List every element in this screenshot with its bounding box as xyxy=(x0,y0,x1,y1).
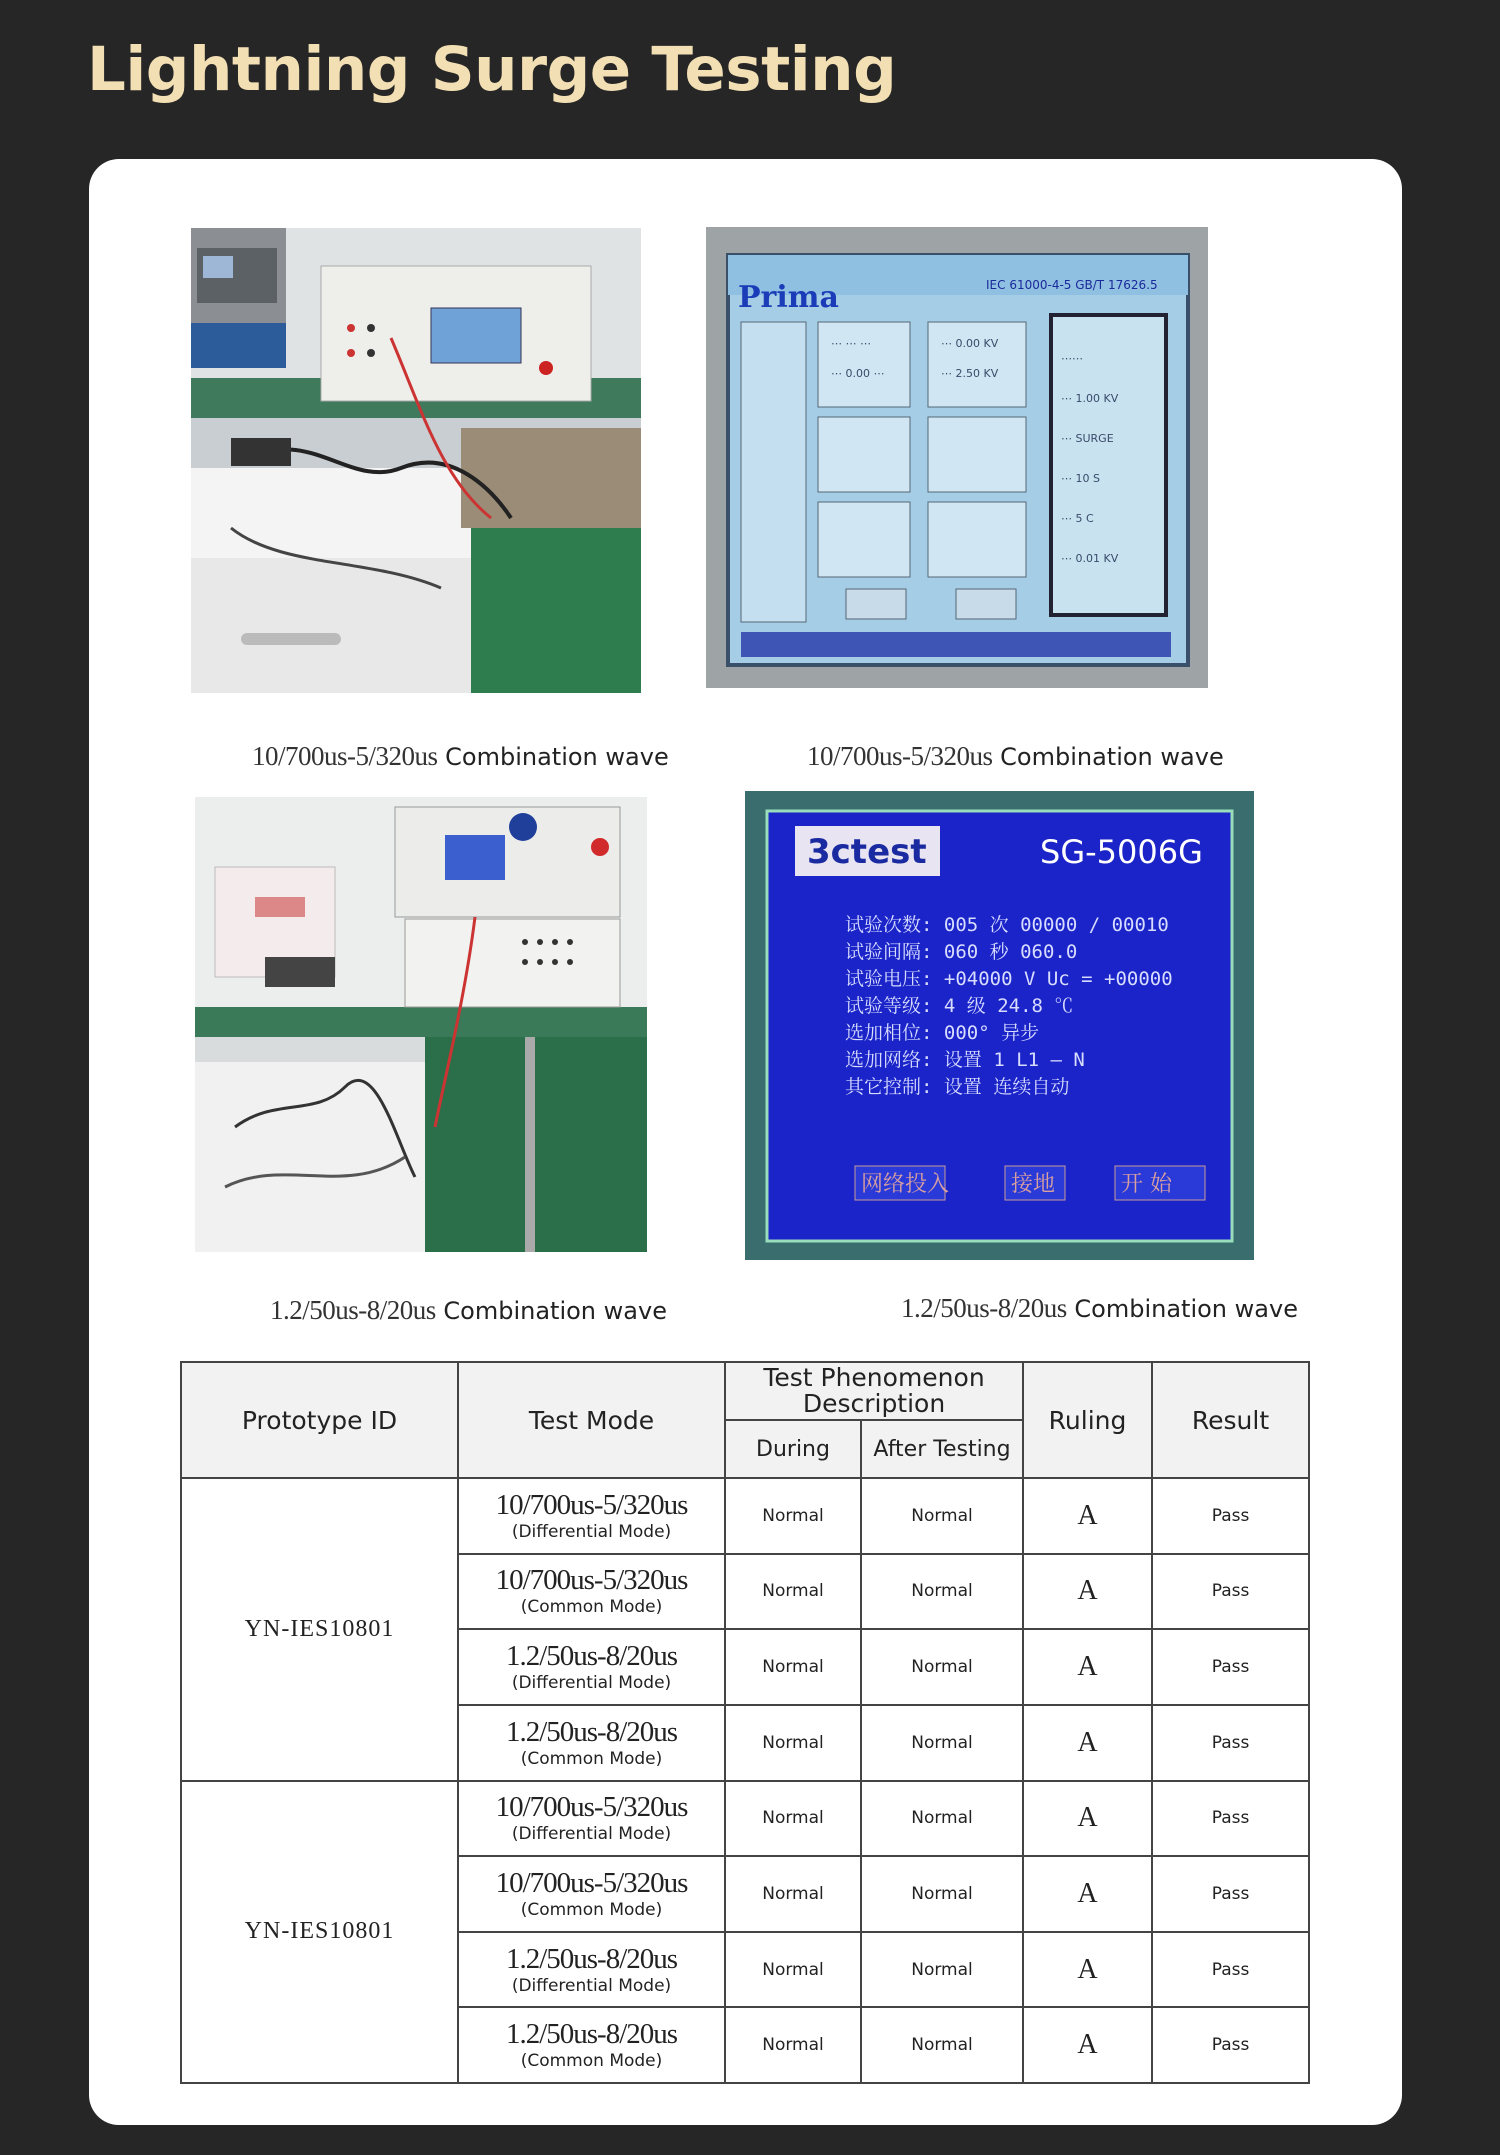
test-mode-type: (Differential Mode) xyxy=(511,1824,672,1845)
test-mode-cell xyxy=(458,1781,725,1857)
page-title: Lightning Surge Testing xyxy=(87,34,897,105)
result-cell: Pass xyxy=(1152,1856,1309,1932)
test-mode-wave: 1.2/50us-8/20us xyxy=(505,1942,678,1975)
prima-screen-image xyxy=(706,227,1208,688)
caption-4-code: 1.2/50us-8/20us xyxy=(901,1293,1067,1323)
ruling-cell: A xyxy=(1023,1478,1152,1554)
after-testing-cell: Normal xyxy=(861,1932,1023,2008)
test-mode-wave: 10/700us-5/320us xyxy=(495,1488,688,1521)
3ctest-model: SG-5006G xyxy=(1040,833,1203,871)
results-table xyxy=(180,1361,1310,2084)
caption-3-text: Combination wave xyxy=(443,1297,667,1325)
caption-1 xyxy=(252,741,669,772)
test-mode-wave: 10/700us-5/320us xyxy=(495,1564,688,1597)
header-after-testing: After Testing xyxy=(861,1420,1023,1478)
ruling-cell: A xyxy=(1023,1856,1152,1932)
caption-2-code: 10/700us-5/320us xyxy=(807,741,993,771)
ruling-cell: A xyxy=(1023,1629,1152,1705)
after-testing-cell: Normal xyxy=(861,1629,1023,1705)
screen-line: 其它控制: 设置 连续自动 xyxy=(845,1076,1070,1098)
photo-prima-screen xyxy=(706,227,1208,688)
test-mode-cell xyxy=(458,1629,725,1705)
lab-setup-2-image xyxy=(195,797,647,1252)
ruling-cell: A xyxy=(1023,1781,1152,1857)
after-testing-cell: Normal xyxy=(861,1478,1023,1554)
test-mode-cell xyxy=(458,2007,725,2083)
header-ruling: Ruling xyxy=(1023,1362,1152,1478)
test-mode-wave: 10/700us-5/320us xyxy=(495,1866,688,1899)
after-testing-cell: Normal xyxy=(861,1705,1023,1781)
test-mode-wave: 1.2/50us-8/20us xyxy=(505,1640,678,1673)
ruling-cell: A xyxy=(1023,1554,1152,1630)
test-mode-cell xyxy=(458,1856,725,1932)
test-mode-type: (Differential Mode) xyxy=(511,1521,672,1542)
svg-text:⋯ 0.01 KV: ⋯ 0.01 KV xyxy=(1061,552,1119,565)
screen-button-label: 开 始 xyxy=(1121,1172,1172,1197)
screen-button-label: 网络投入 xyxy=(861,1172,950,1197)
result-cell: Pass xyxy=(1152,1629,1309,1705)
screen-line: 试验次数: 005 次 00000 / 00010 xyxy=(845,914,1169,936)
result-cell: Pass xyxy=(1152,1478,1309,1554)
caption-1-text: Combination wave xyxy=(445,743,669,771)
header-test-mode: Test Mode xyxy=(458,1362,725,1478)
screen-line: 试验等级: 4 级 24.8 ℃ xyxy=(845,995,1074,1017)
caption-2-text: Combination wave xyxy=(1000,743,1224,771)
svg-text:⋯⋯: ⋯⋯ xyxy=(1061,352,1083,365)
test-mode-cell xyxy=(458,1932,725,2008)
ruling-cell: A xyxy=(1023,2007,1152,2083)
after-testing-cell: Normal xyxy=(861,2007,1023,2083)
result-cell: Pass xyxy=(1152,1554,1309,1630)
test-mode-wave: 1.2/50us-8/20us xyxy=(505,1715,678,1748)
result-cell: Pass xyxy=(1152,1705,1309,1781)
svg-text:⋯ 0.00 ⋯: ⋯ 0.00 ⋯ xyxy=(831,367,885,380)
after-testing-cell: Normal xyxy=(861,1554,1023,1630)
svg-text:⋯ SURGE: ⋯ SURGE xyxy=(1061,432,1114,445)
table-row xyxy=(181,1781,1309,1857)
header-result: Result xyxy=(1152,1362,1309,1478)
test-mode-cell xyxy=(458,1554,725,1630)
caption-4 xyxy=(901,1293,1298,1324)
prototype-id-cell: YN-IES10801 xyxy=(181,1478,458,1781)
screen-line: 选加网络: 设置 1 L1 — N xyxy=(845,1049,1085,1071)
result-cell: Pass xyxy=(1152,2007,1309,2083)
svg-text:⋯ 1.00 KV: ⋯ 1.00 KV xyxy=(1061,392,1119,405)
prima-model: IEC 61000-4-5 GB/T 17626.5 xyxy=(986,278,1158,292)
svg-text:⋯ 0.00 KV: ⋯ 0.00 KV xyxy=(941,337,999,350)
screen-line: 选加相位: 000° 异步 xyxy=(845,1022,1040,1044)
test-mode-type: (Differential Mode) xyxy=(511,1673,672,1694)
during-cell: Normal xyxy=(725,1856,861,1932)
during-cell: Normal xyxy=(725,1932,861,2008)
header-during: During xyxy=(725,1420,861,1478)
lab-setup-1-image xyxy=(191,228,641,693)
test-mode-type: (Common Mode) xyxy=(520,1597,663,1618)
3ctest-screen-image xyxy=(745,791,1254,1260)
caption-2 xyxy=(807,741,1224,772)
result-cell: Pass xyxy=(1152,1932,1309,2008)
svg-text:⋯ ⋯ ⋯: ⋯ ⋯ ⋯ xyxy=(831,337,871,350)
test-mode-type: (Differential Mode) xyxy=(511,1975,672,1996)
during-cell: Normal xyxy=(725,1705,861,1781)
test-mode-wave: 1.2/50us-8/20us xyxy=(505,2018,678,2051)
during-cell: Normal xyxy=(725,1781,861,1857)
caption-4-text: Combination wave xyxy=(1074,1295,1298,1323)
after-testing-cell: Normal xyxy=(861,1781,1023,1857)
header-prototype-id: Prototype ID xyxy=(181,1362,458,1478)
svg-text:⋯ 5 C: ⋯ 5 C xyxy=(1061,512,1094,525)
caption-3-code: 1.2/50us-8/20us xyxy=(270,1295,436,1325)
screen-line: 试验电压: +04000 V Uc = +00000 xyxy=(845,968,1173,990)
caption-1-code: 10/700us-5/320us xyxy=(252,741,438,771)
screen-button-label: 接地 xyxy=(1011,1172,1056,1197)
table-row xyxy=(181,1478,1309,1554)
after-testing-cell: Normal xyxy=(861,1856,1023,1932)
prototype-id-cell: YN-IES10801 xyxy=(181,1781,458,2084)
during-cell: Normal xyxy=(725,1629,861,1705)
prima-brand: Prima xyxy=(738,280,839,315)
svg-text:⋯ 10 S: ⋯ 10 S xyxy=(1061,472,1100,485)
photo-lab-setup-2 xyxy=(195,797,647,1252)
caption-3 xyxy=(270,1295,667,1326)
3ctest-logo-text: 3ctest xyxy=(807,832,927,872)
ruling-cell: A xyxy=(1023,1932,1152,2008)
test-mode-cell xyxy=(458,1705,725,1781)
test-mode-type: (Common Mode) xyxy=(520,1748,663,1769)
photo-lab-setup-1 xyxy=(191,228,641,693)
test-mode-type: (Common Mode) xyxy=(520,1899,663,1920)
svg-text:⋯ 2.50 KV: ⋯ 2.50 KV xyxy=(941,367,999,380)
during-cell: Normal xyxy=(725,1554,861,1630)
during-cell: Normal xyxy=(725,1478,861,1554)
during-cell: Normal xyxy=(725,2007,861,2083)
test-mode-wave: 10/700us-5/320us xyxy=(495,1791,688,1824)
result-cell: Pass xyxy=(1152,1781,1309,1857)
test-mode-cell xyxy=(458,1478,725,1554)
ruling-cell: A xyxy=(1023,1705,1152,1781)
screen-line: 试验间隔: 060 秒 060.0 xyxy=(845,941,1078,963)
header-phenomenon: Test Phenomenon Description xyxy=(725,1362,1023,1420)
test-mode-type: (Common Mode) xyxy=(520,2051,663,2072)
photo-3ctest-screen xyxy=(745,791,1254,1260)
